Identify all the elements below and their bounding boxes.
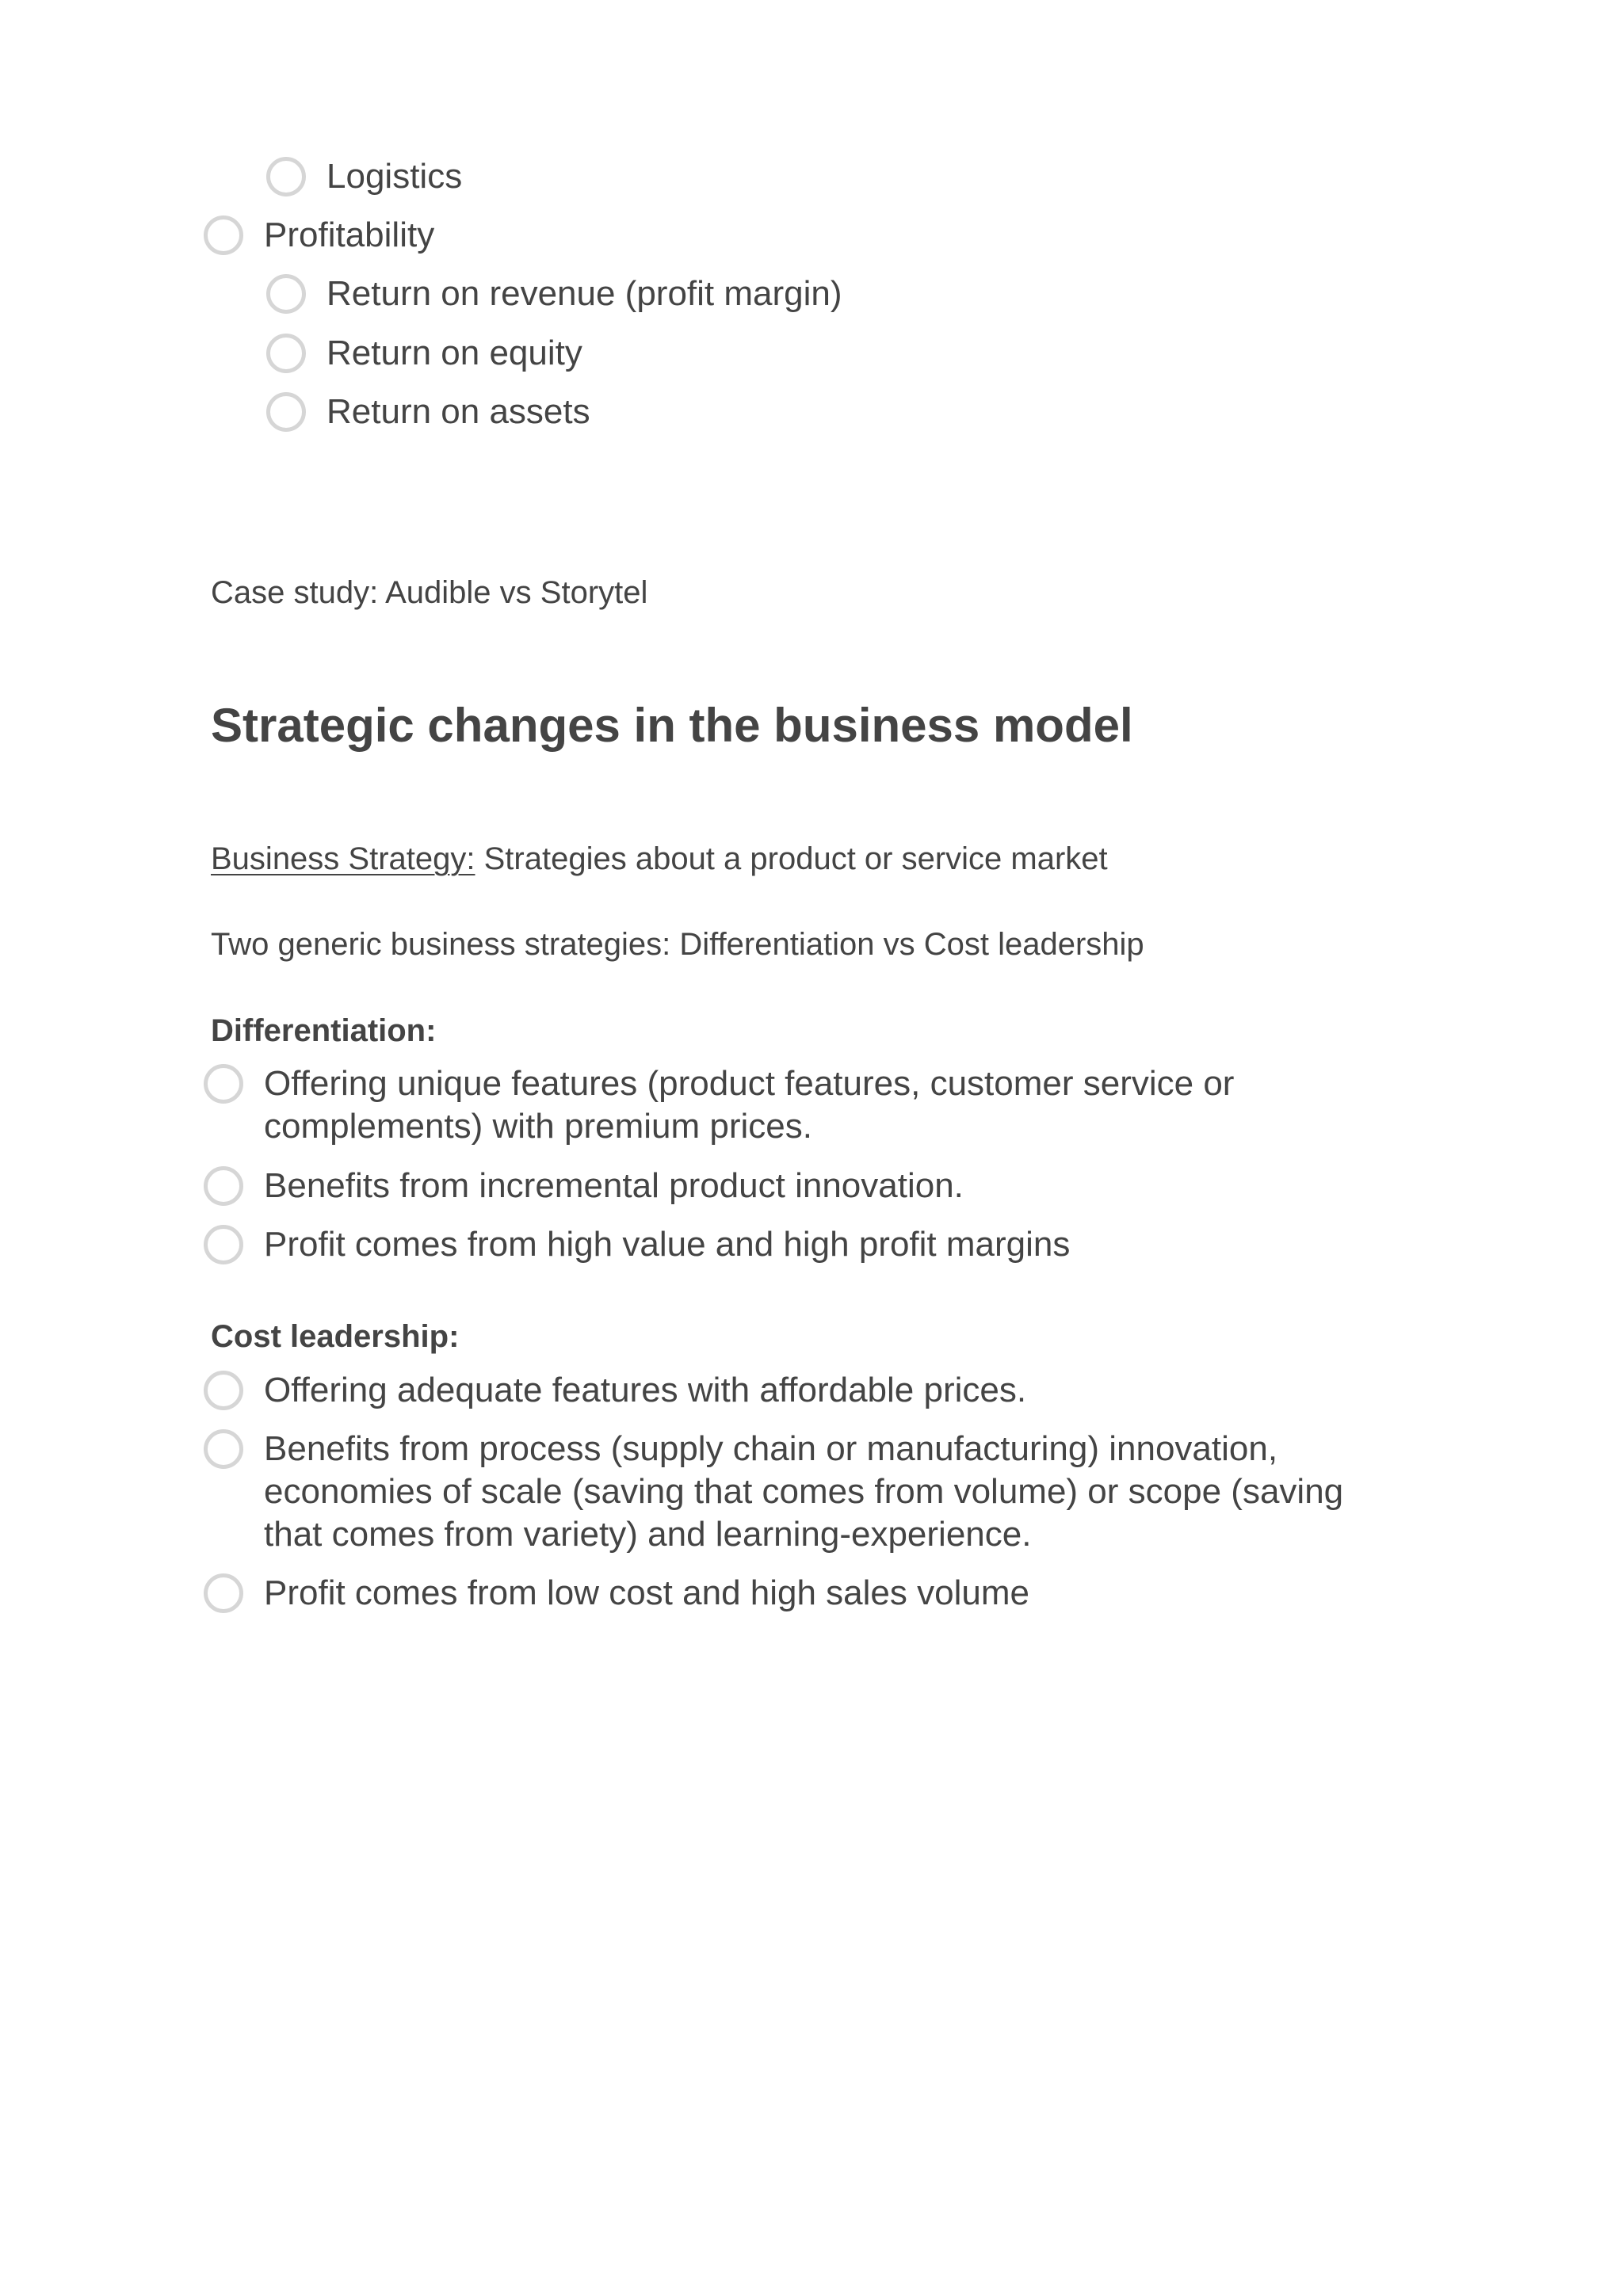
checkbox-circle-icon[interactable] xyxy=(204,1064,243,1104)
checklist-item-return-on-assets xyxy=(266,392,590,433)
section-heading: Strategic changes in the business model xyxy=(211,699,1133,752)
cost-leadership-item xyxy=(204,1573,1029,1615)
differentiation-title: Differentiation: xyxy=(211,1013,437,1048)
differentiation-item xyxy=(204,1064,1234,1148)
checklist-item-profitability xyxy=(204,215,434,257)
checklist-item-label: Benefits from incremental product innovation. xyxy=(264,1166,964,1205)
checklist-item-label: Return on equity xyxy=(327,334,582,372)
checklist-item-return-on-equity xyxy=(266,334,582,375)
checklist-item-label: Benefits from process (supply chain or manufacturing) innovation, economies of scale (saving that comes from volume) or scope (saving that comes from variety) and learning-experience. xyxy=(264,1429,1344,1554)
generic-strategies-text: Two generic business strategies: Differentiation vs Cost leadership xyxy=(211,927,1144,962)
checkbox-circle-icon[interactable] xyxy=(204,215,243,255)
checklist-item-label: Profit comes from low cost and high sales volume xyxy=(264,1573,1029,1612)
cost-leadership-item xyxy=(204,1371,1026,1412)
checklist-item-label: Profit comes from high value and high profit margins xyxy=(264,1225,1071,1264)
checklist-item-return-on-revenue xyxy=(266,274,842,315)
checklist-item-label: Profitability xyxy=(264,215,435,254)
differentiation-item xyxy=(204,1225,1070,1266)
differentiation-item xyxy=(204,1166,964,1207)
checkbox-circle-icon[interactable] xyxy=(204,1573,243,1613)
case-study-text: Case study: Audible vs Storytel xyxy=(211,575,648,610)
checklist-item-logistics xyxy=(266,157,462,198)
checkbox-circle-icon[interactable] xyxy=(204,1429,243,1469)
checkbox-circle-icon[interactable] xyxy=(266,392,306,432)
checklist-item-label: Offering adequate features with affordable prices. xyxy=(264,1371,1027,1409)
checkbox-circle-icon[interactable] xyxy=(204,1166,243,1206)
checkbox-circle-icon[interactable] xyxy=(266,274,306,314)
business-strategy-definition xyxy=(211,839,1108,879)
checkbox-circle-icon[interactable] xyxy=(266,334,306,373)
checklist-item-label: Return on revenue (profit margin) xyxy=(327,274,842,313)
business-strategy-description: Strategies about a product or service market xyxy=(475,841,1108,876)
checklist-item-label: Offering unique features (product features, customer service or complements) with premium prices. xyxy=(264,1064,1235,1146)
checkbox-circle-icon[interactable] xyxy=(266,157,306,196)
checklist-item-label: Return on assets xyxy=(327,392,590,431)
cost-leadership-title: Cost leadership: xyxy=(211,1319,460,1354)
business-strategy-term: Business Strategy: xyxy=(211,841,475,876)
cost-leadership-item xyxy=(204,1429,1343,1556)
checkbox-circle-icon[interactable] xyxy=(204,1371,243,1410)
checklist-item-label: Logistics xyxy=(327,157,463,196)
checkbox-circle-icon[interactable] xyxy=(204,1225,243,1264)
